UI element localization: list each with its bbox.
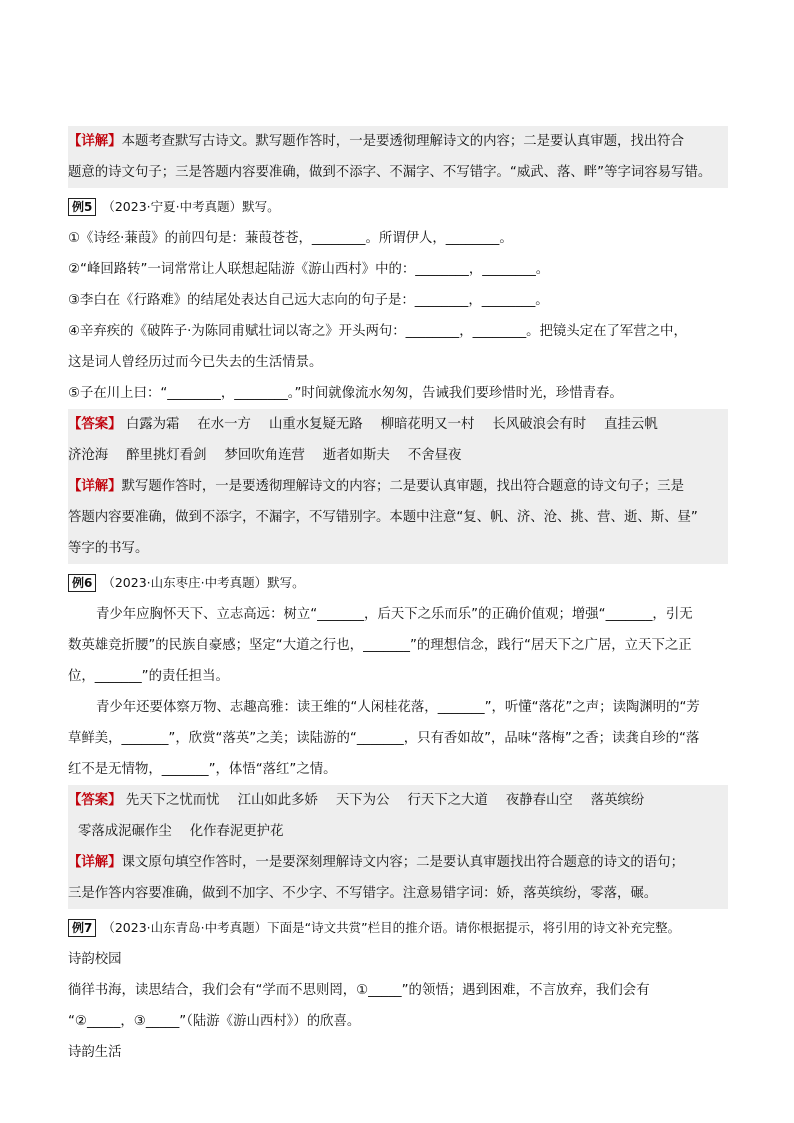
answer-item: 零落成泥碾作尘	[78, 824, 172, 839]
ex6-p1-line-1: 青少年应胸怀天下、立志高远：树立“_______，后天下之乐而乐”的正确价值观；增强“_______，引无	[96, 607, 693, 622]
example-source: （2023·山东枣庄·中考真题）默写。	[102, 575, 305, 590]
ex7-header	[68, 912, 728, 944]
document-page	[68, 126, 728, 1068]
ex6-p1-line-3: 位，_______”的责任担当。	[68, 669, 229, 684]
ex6-answer-block	[68, 785, 728, 909]
answer-item: 天下为公	[335, 793, 390, 808]
ex6-detail-line-1: 【详解】课文原句填空作答时，一是要深刻理解诗文内容；二是要认真审题找出符合题意的诗文的语句；	[68, 855, 684, 870]
ex6-p2-line-2: 草鲜美，_______”，欣赏“落英”之美；读陆游的“_______，只有香如故”，品味“落梅”之香；读龚自珍的“落	[68, 731, 700, 746]
answer-item: 长风破浪会有时	[492, 417, 587, 432]
ex5-answer-block	[68, 409, 728, 564]
example-label: 例6	[68, 574, 96, 592]
ex5-detail-line-3: 等字的书写。	[68, 541, 149, 556]
ex7-line-1: 徜徉书海，读思结合，我们会有“学而不思则罔，①_____”的领悟；遇到困难，不言放弃，我们会有	[68, 983, 650, 998]
answer-tag: 【答案】	[68, 793, 122, 808]
answer-item: 白露为霜	[125, 417, 180, 432]
detail-tag: 【详解】	[68, 855, 122, 870]
ex5-answer-row-2	[68, 440, 728, 471]
answer-item: 逝者如斯夫	[322, 448, 390, 463]
example-source: （2023·山东青岛·中考真题）下面是“诗文共赏”栏目的推介语。请你根据提示，将引用的诗文补充完整。	[102, 920, 681, 935]
ex7-heading-1: 诗韵校园	[68, 952, 122, 967]
example-source: （2023·宁夏·中考真题）默写。	[102, 199, 280, 214]
ex6-p1-line-2: 数英雄竞折腰”的民族自豪感；坚定“大道之行也，_______”的理想信念，践行“居天下之广居，立天下之正	[68, 638, 692, 653]
ex5-q1: ①《诗经·蒹葭》的前四句是：蒹葭苍苍，________。所谓伊人，________。	[68, 231, 513, 246]
answer-item: 先天下之忧而忧	[125, 793, 220, 808]
answer-item: 夜静春山空	[505, 793, 573, 808]
answer-item: 柳暗花明又一村	[380, 417, 475, 432]
ex4-detail-line-2: 题意的诗文句子；三是答题内容要准确，做到不添字、不漏字、不写错字。“威武、落、畔”等字词容易写错。	[68, 165, 712, 180]
example-label: 例5	[68, 198, 96, 216]
answer-item: 直挂云帆	[604, 417, 658, 432]
ex6-p2-line-3: 红不是无情物，_______”，体悟“落红”之情。	[68, 762, 337, 777]
ex5-q5: ⑤子在川上曰：“________，________。”时间就像流水匆匆，告诫我们要珍惜时光，珍惜青春。	[68, 386, 623, 401]
answer-item: 山重水复疑无路	[268, 417, 363, 432]
detail-tag: 【详解】	[68, 479, 122, 494]
ex7-line-2: “②_____，③_____”（陆游《游山西村》）的欣喜。	[68, 1014, 361, 1029]
answer-item: 行天下之大道	[407, 793, 488, 808]
detail-tag: 【详解】	[68, 134, 122, 149]
ex6-detail-line-2: 三是作答内容要准确，做到不加字、不少字、不写错字。注意易错字词：娇，落英缤纷，零落，碾。	[68, 886, 658, 901]
answer-tag: 【答案】	[68, 417, 122, 432]
ex5-q4-line-1: ④辛弃疾的《破阵子·为陈同甫赋壮词以寄之》开头两句：________，________。把镜头定在了军营之中，	[68, 324, 687, 339]
example-label: 例7	[68, 919, 96, 937]
ex4-detail-block	[68, 126, 728, 188]
answer-item: 不舍昼夜	[407, 448, 462, 463]
ex5-q3: ③李白在《行路难》的结尾处表达自己远大志向的句子是：________，________。	[68, 293, 549, 308]
ex5-answer-row-1	[68, 409, 728, 440]
ex6-answer-row-2	[68, 816, 728, 847]
answer-item: 江山如此多娇	[237, 793, 318, 808]
ex6-header	[68, 567, 728, 599]
ex4-detail-line-1: 【详解】本题考查默写古诗文。默写题作答时，一是要透彻理解诗文的内容；二是要认真审题，找出符合	[68, 134, 684, 149]
ex5-q4-line-2: 这是词人曾经历过而今已失去的生活情景。	[68, 355, 323, 370]
ex5-q2: ②“峰回路转”一词常常让人联想起陆游《游山西村》中的：________，________。	[68, 262, 550, 277]
answer-item: 梦回吹角连营	[224, 448, 305, 463]
ex6-p2-line-1: 青少年还要体察万物、志趣高雅：读王维的“人闲桂花落，_______”，听懂“落花”之声；读陶渊明的“芳	[96, 700, 700, 715]
ex5-detail-line-2: 答题内容要准确，做到不添字，不漏字，不写错别字。本题中注意“复、帆、济、沧、挑、营、逝、斯、昼”	[68, 510, 698, 525]
ex5-header	[68, 191, 728, 223]
answer-item: 化作春泥更护花	[189, 824, 284, 839]
ex5-detail-line-1: 【详解】默写题作答时，一是要透彻理解诗文的内容；二是要认真审题，找出符合题意的诗文句子；三是	[68, 479, 684, 494]
answer-item: 在水一方	[197, 417, 251, 432]
ex6-answer-row-1	[68, 785, 728, 816]
ex7-heading-2: 诗韵生活	[68, 1045, 122, 1060]
answer-item: 醉里挑灯看剑	[126, 448, 207, 463]
answer-item: 济沧海	[68, 448, 109, 463]
answer-item: 落英缤纷	[590, 793, 645, 808]
